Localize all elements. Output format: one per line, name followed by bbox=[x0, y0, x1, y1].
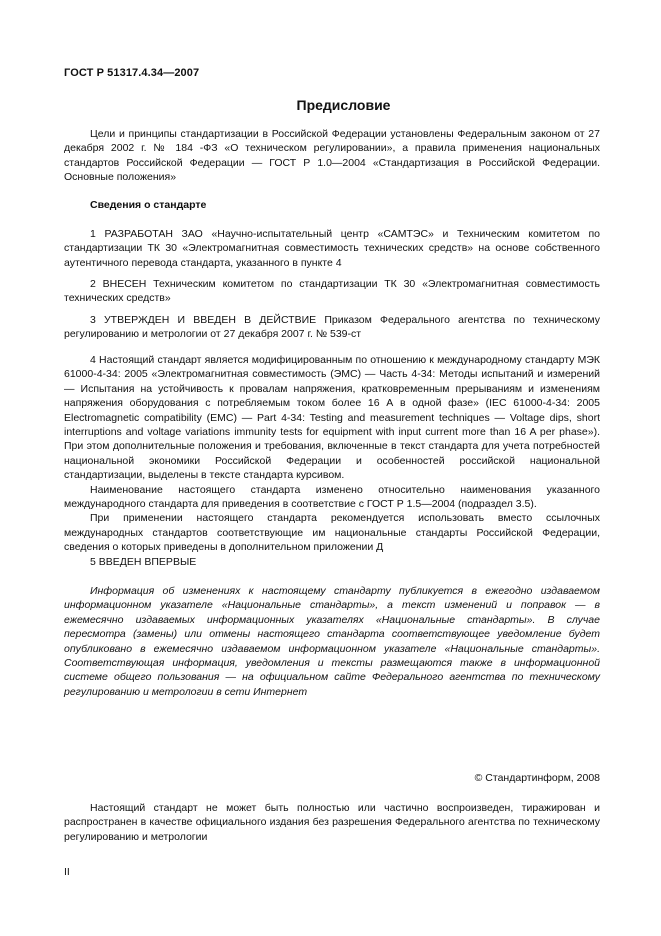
item-1-paragraph: 1 РАЗРАБОТАН ЗАО «Научно-испытательный центр «САМТЭС» и Техническим комитетом по стандартизации ТК 30 «Электромагнитная совместимость технических средств» на основе собственного аутентичного перевода стандарта, указанного в пункте 4 bbox=[64, 228, 600, 269]
item-5-paragraph: 5 ВВЕДЕН ВПЕРВЫЕ bbox=[90, 556, 197, 568]
copyright-line: © Стандартинформ, 2008 bbox=[474, 772, 600, 784]
item-4-paragraph-2: Наименование настоящего стандарта изменено относительно наименования указанного международного стандарта для приведения в соответствие с ГОСТ Р 1.5—2004 (подраздел 3.5). bbox=[64, 483, 600, 511]
page-number: II bbox=[64, 866, 70, 878]
reproduction-notice: Настоящий стандарт не может быть полностью или частично воспроизведен, тиражирован и распространен в качестве официального издания без разрешения Федерального агентства по техническому регулированию и метрологии bbox=[64, 802, 600, 843]
page-title: Предисловие bbox=[296, 97, 391, 113]
item-4-block bbox=[64, 353, 600, 555]
section-heading: Сведения о стандарте bbox=[90, 199, 207, 211]
intro-paragraph: Цели и принципы стандартизации в Российской Федерации установлены Федеральным законом от 27 декабря 2002 г. № 184 -ФЗ «О техническом регулировании», а правила применения национальных стандартов Российской Федерации — ГОСТ Р 1.0—2004 «Стандартизация в Российской Федерации. Основные положения» bbox=[64, 128, 600, 184]
item-2-paragraph: 2 ВНЕСЕН Техническим комитетом по стандартизации ТК 30 «Электромагнитная совместимость технических средств» bbox=[64, 278, 600, 305]
item-4-paragraph-1: 4 Настоящий стандарт является модифицированным по отношению к международному стандарту МЭК 61000-4-34: 2005 «Электромагнитная совместимость (ЭМС) — Часть 4-34: Методы испытаний и измерений — Испытания на устойчивость к провалам напряжения, кратковременным прерываниям и изменениям напряжения оборудования с потребляемым током более 16 А в одной фазе» (IEC 61000-4-34: 2005 Electromagnetic compatibility (EMC) — Part 4-34: Testing and measurement techniques — Voltage dips, short interruptions and voltage variations immunity tests for equipment with input current more than 16 A per phase»). При этом дополнительные положения и требования, включенные в текст стандарта для учета потребностей национальной экономики Российской Федерации и особенностей российской национальной стандартизации, выделены в тексте стандарта курсивом. bbox=[64, 354, 600, 482]
item-4-paragraph-3: При применении настоящего стандарта рекомендуется использовать вместо ссылочных международных стандартов соответствующие им национальные стандарты Российской Федерации, сведения о которых приведены в дополнительном приложении Д bbox=[64, 512, 600, 554]
item-3-paragraph: 3 УТВЕРЖДЕН И ВВЕДЕН В ДЕЙСТВИЕ Приказом Федерального агентства по техническому регулированию и метрологии от 27 декабря 2007 г. № 539-ст bbox=[64, 314, 600, 341]
standard-id-header: ГОСТ Р 51317.4.34—2007 bbox=[64, 67, 200, 79]
notice-paragraph: Информация об изменениях к настоящему стандарту публикуется в ежегодно издаваемом информационном указателе «Национальные стандарты», а текст изменений и поправок — в ежемесячно издаваемых информационных указателях «Национальные стандарты». В случае пересмотра (замены) или отмены настоящего стандарта соответствующее уведомление будет опубликовано в ежемесячно издаваемом информационном указателе «Национальные стандарты». Соответствующая информация, уведомления и тексты размещаются также в информационной системе общего пользования — на официальном сайте Федерального агентства по техническому регулированию и метрологии в сети Интернет bbox=[64, 585, 600, 698]
